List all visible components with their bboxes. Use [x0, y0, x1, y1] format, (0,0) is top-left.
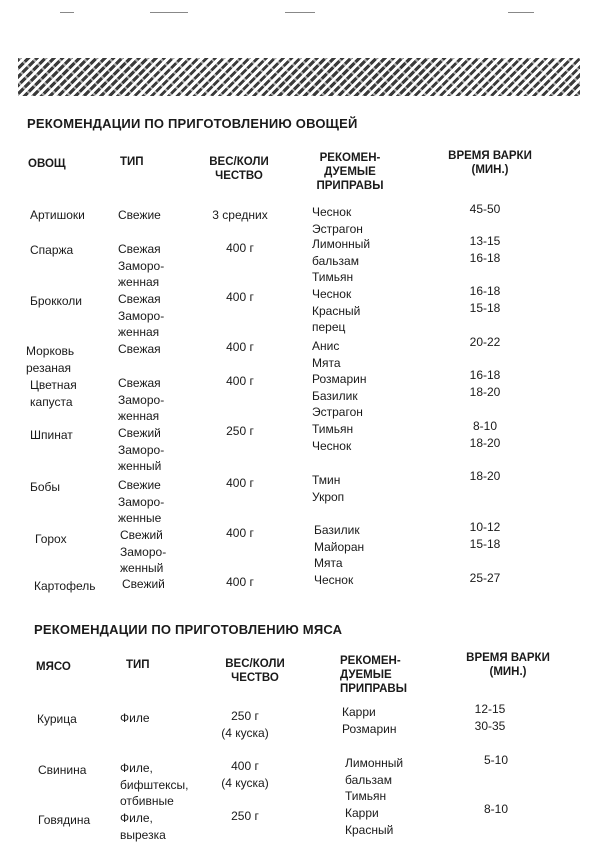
veg-section-title: РЕКОМЕНДАЦИИ ПО ПРИГОТОВЛЕНИЮ ОВОЩЕЙ — [27, 116, 358, 131]
veg-header-time: ВРЕМЯ ВАРКИ (МИН.) — [448, 150, 532, 176]
meat-qty: 250 г — [231, 809, 259, 823]
veg-header-vegetable: ОВОЩ — [28, 158, 66, 170]
veg-header-type: ТИП — [120, 156, 144, 168]
veg-time: 8-10 18-20 — [469, 419, 501, 450]
scan-mark — [285, 12, 315, 13]
veg-spices: Тимьян Чеснок — [312, 422, 354, 453]
veg-type: Свежая — [118, 342, 161, 356]
veg-name: Цветная капуста — [30, 378, 77, 409]
meat-spices: Карри Красный — [345, 806, 394, 837]
veg-spices: Розмарин Базилик Эстрагон — [312, 372, 367, 419]
veg-name: Брокколи — [30, 294, 82, 308]
meat-header-type: ТИП — [126, 659, 150, 671]
veg-name: Бобы — [30, 480, 61, 494]
meat-type: Филе, бифштексы, отбивные — [120, 761, 189, 808]
veg-name: Шпинат — [30, 428, 73, 442]
meat-spices: Карри Розмарин — [342, 705, 397, 736]
meat-header-time: ВРЕМЯ ВАРКИ (МИН.) — [466, 652, 550, 678]
veg-qty: 400 г — [226, 340, 254, 354]
veg-spices: Лимонный бальзам Тимьян — [312, 237, 371, 284]
meat-time: 8-10 — [483, 802, 509, 816]
meat-type: Филе — [120, 711, 150, 725]
veg-type: Свежие Заморо- женные — [118, 478, 165, 525]
veg-qty: 400 г — [226, 241, 254, 255]
scan-mark — [508, 12, 534, 13]
veg-qty: 400 г — [226, 526, 254, 540]
veg-name: Морковь резаная — [26, 344, 75, 375]
decorative-banner — [18, 58, 580, 96]
meat-type: Филе, вырезка — [120, 811, 166, 842]
veg-time: 16-18 18-20 — [469, 368, 501, 399]
veg-name: Спаржа — [30, 243, 74, 257]
veg-spices: Анис Мята — [312, 339, 341, 370]
meat-section-title: РЕКОМЕНДАЦИИ ПО ПРИГОТОВЛЕНИЮ МЯСА — [34, 622, 343, 637]
meat-time: 5-10 — [483, 753, 509, 767]
veg-header-qty: ВЕС/КОЛИ ЧЕСТВО — [209, 156, 269, 182]
veg-qty: 3 средних — [212, 208, 268, 222]
veg-type: Свежий Заморо- женный — [118, 426, 165, 473]
scan-artifacts — [0, 12, 599, 20]
veg-type: Свежие — [118, 208, 161, 222]
veg-time: 18-20 — [469, 469, 501, 483]
veg-time: 25-27 — [469, 571, 501, 585]
veg-name: Горох — [35, 532, 67, 546]
meat-name: Свинина — [38, 763, 87, 777]
meat-name: Говядина — [38, 813, 91, 827]
veg-name: Картофель — [34, 579, 96, 593]
veg-type: Свежая Заморо- женная — [118, 292, 165, 339]
veg-time: 10-12 15-18 — [469, 520, 501, 551]
meat-name: Курица — [37, 712, 77, 726]
veg-type: Свежая Заморо- женная — [118, 242, 165, 289]
veg-spices: Тмин Укроп — [312, 473, 345, 504]
veg-spices: Чеснок Эстрагон — [312, 205, 363, 236]
veg-qty: 400 г — [226, 476, 254, 490]
meat-header-qty: ВЕС/КОЛИ ЧЕСТВО — [225, 658, 285, 684]
veg-qty: 400 г — [226, 290, 254, 304]
veg-type: Свежий Заморо- женный — [120, 528, 167, 575]
veg-spices: Чеснок — [314, 573, 354, 587]
meat-header-spices: РЕКОМЕН- ДУЕМЫЕ ПРИПРАВЫ — [340, 655, 407, 695]
veg-time: 45-50 — [469, 202, 501, 216]
veg-header-spices: РЕКОМЕН- ДУЕМЫЕ ПРИПРАВЫ — [316, 152, 384, 192]
veg-name: Артишоки — [30, 208, 85, 222]
veg-type: Свежий — [122, 577, 165, 591]
veg-type: Свежая Заморо- женная — [118, 376, 165, 423]
scan-mark — [150, 12, 188, 13]
scan-mark — [60, 12, 74, 13]
veg-qty: 400 г — [226, 575, 254, 589]
meat-header-meat: МЯСО — [36, 661, 71, 673]
meat-time: 12-15 30-35 — [474, 702, 506, 733]
veg-time: 13-15 16-18 — [469, 234, 501, 265]
veg-qty: 250 г — [226, 424, 254, 438]
veg-time: 20-22 — [469, 335, 501, 349]
meat-qty: 250 г (4 куска) — [221, 709, 269, 740]
veg-qty: 400 г — [226, 374, 254, 388]
veg-spices: Чеснок Красный перец — [312, 287, 361, 334]
meat-qty: 400 г (4 куска) — [221, 759, 269, 790]
veg-spices: Базилик Майоран Мята — [314, 523, 365, 570]
meat-spices: Лимонный бальзам Тимьян — [345, 756, 404, 803]
veg-time: 16-18 15-18 — [469, 284, 501, 315]
